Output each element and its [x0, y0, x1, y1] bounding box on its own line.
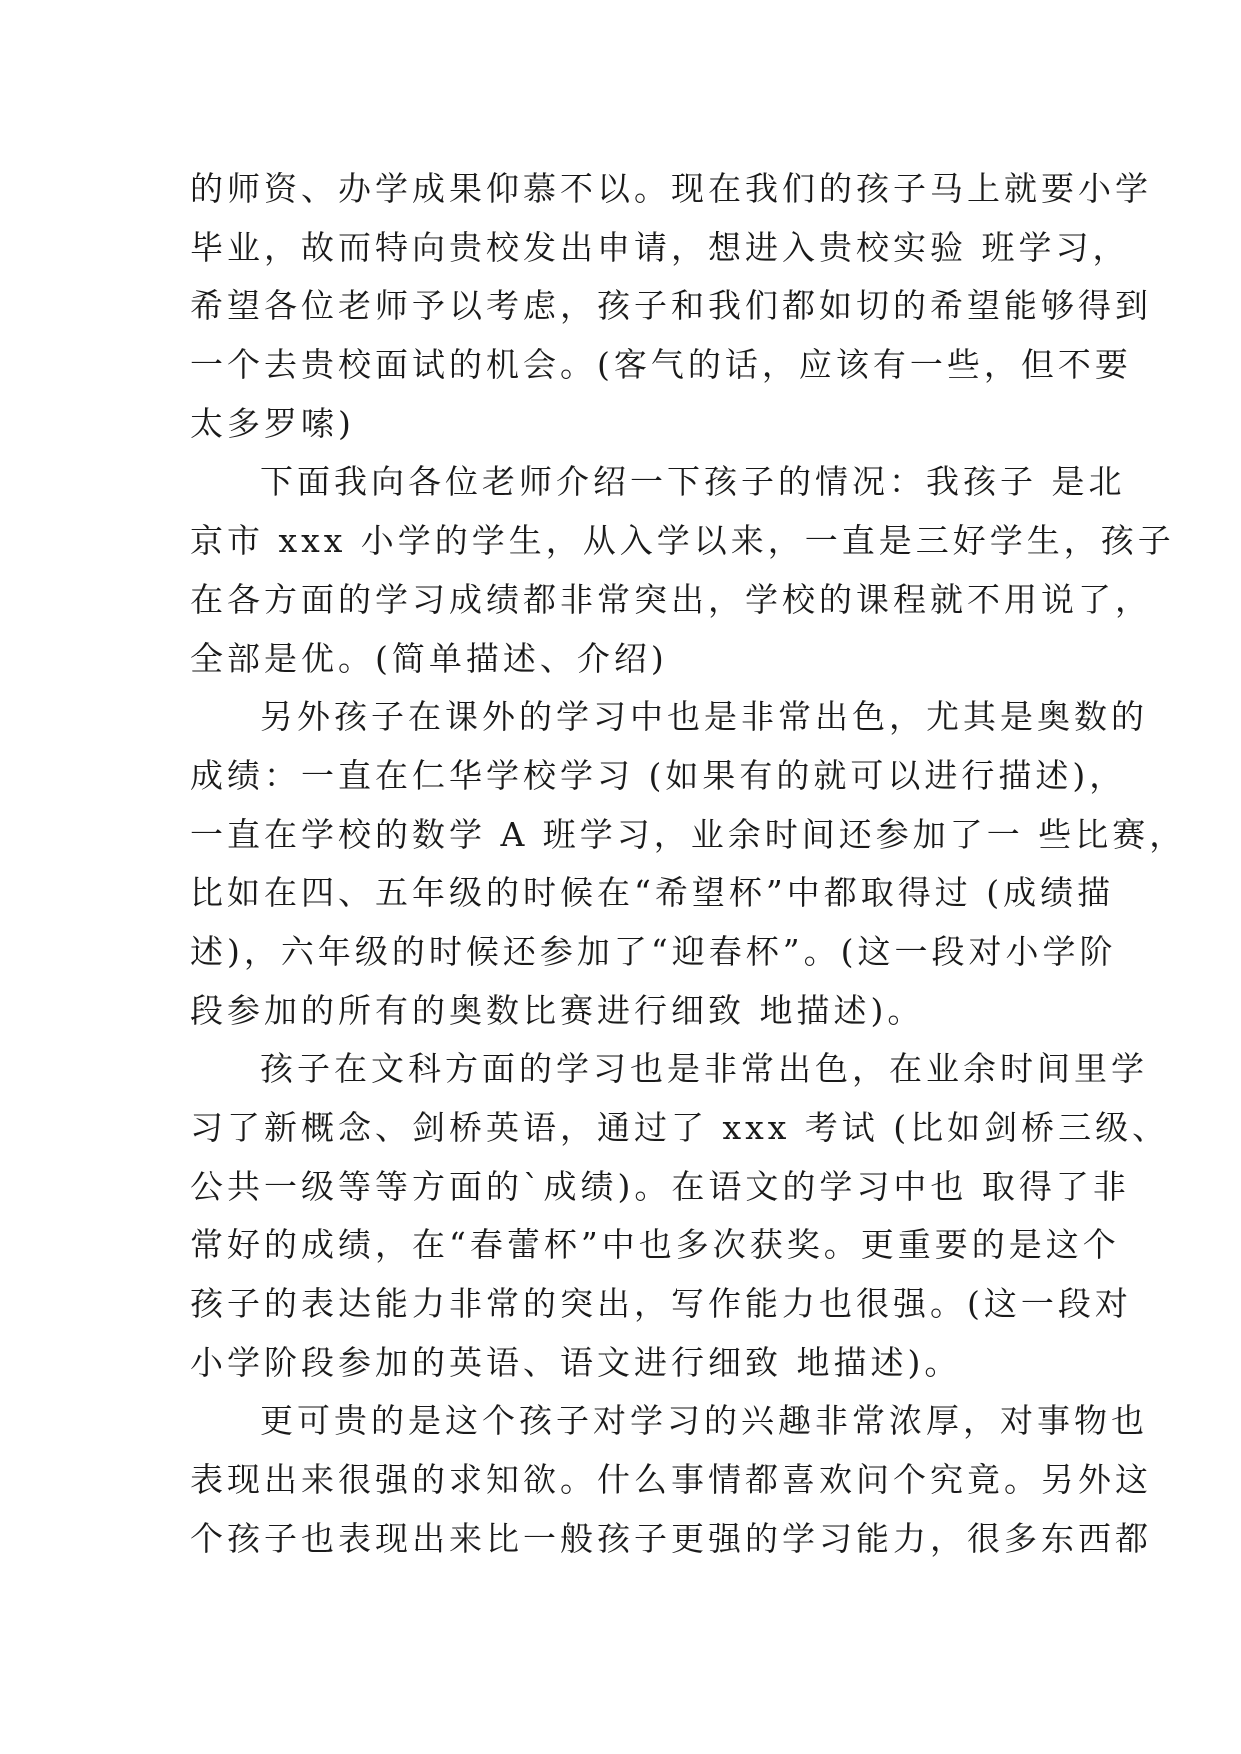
- text-line: 习了新概念、剑桥英语，通过了 xxx 考试 (比如剑桥三级、: [190, 1108, 1170, 1147]
- text-line: 常好的成绩，在“春蕾杯”中也多次获奖。更重要的是这个: [190, 1225, 1120, 1265]
- text-line: 孩子的表达能力非常的突出，写作能力也很强。(这一段对: [190, 1284, 1132, 1324]
- text-line: 小学阶段参加的英语、语文进行细致 地描述)。: [190, 1342, 962, 1382]
- text-line: 述)，六年级的时候还参加了“迎春杯”。(这一段对小学阶: [190, 931, 1117, 971]
- text-line: 成绩：一直在仁华学校学习 (如果有的就可以进行描述)，: [190, 755, 1127, 795]
- text-line: 京市 xxx 小学的学生，从入学以来，一直是三好学生，孩子: [190, 521, 1175, 561]
- text-line: 在各方面的学习成绩都非常突出，学校的课程就不用说了，: [190, 579, 1152, 619]
- text-line: 比如在四、五年级的时候在“希望杯”中都取得过 (成绩描: [190, 873, 1115, 913]
- text-line: 希望各位老师予以考虑，孩子和我们都如切的希望能够得到: [190, 286, 1152, 326]
- letter-body: [190, 160, 1187, 1569]
- text-line: 的师资、办学成果仰慕不以。现在我们的孩子马上就要小学: [190, 169, 1152, 208]
- text-line: 孩子在文科方面的学习也是非常出色，在业余时间里学: [260, 1049, 1148, 1089]
- text-line: 一直在学校的数学 A 班学习，业余时间还参加了一 些比赛，: [190, 814, 1187, 854]
- text-line: 更可贵的是这个孩子对学习的兴趣非常浓厚，对事物也: [260, 1401, 1148, 1441]
- text-line: 太多罗嗦): [190, 403, 355, 443]
- text-line: 一个去贵校面试的机会。(客气的话，应该有一些，但不要: [190, 345, 1132, 385]
- text-line: 另外孩子在课外的学习中也是非常出色，尤其是奥数的: [260, 697, 1148, 737]
- text-line: 表现出来很强的求知欲。什么事情都喜欢问个究竟。另外这: [190, 1460, 1152, 1500]
- text-line: 毕业，故而特向贵校发出申请，想进入贵校实验 班学习，: [190, 227, 1130, 267]
- text-line: 段参加的所有的奥数比赛进行细致 地描述)。: [190, 990, 925, 1030]
- text-line: 公共一级等等方面的`成绩)。在语文的学习中也 取得了非: [190, 1166, 1130, 1206]
- text-line: 个孩子也表现出来比一般孩子更强的学习能力，很多东西都: [190, 1518, 1152, 1558]
- text-line: 全部是优。(简单描述、介绍): [190, 638, 668, 678]
- text-line: 下面我向各位老师介绍一下孩子的情况：我孩子 是北: [260, 462, 1126, 502]
